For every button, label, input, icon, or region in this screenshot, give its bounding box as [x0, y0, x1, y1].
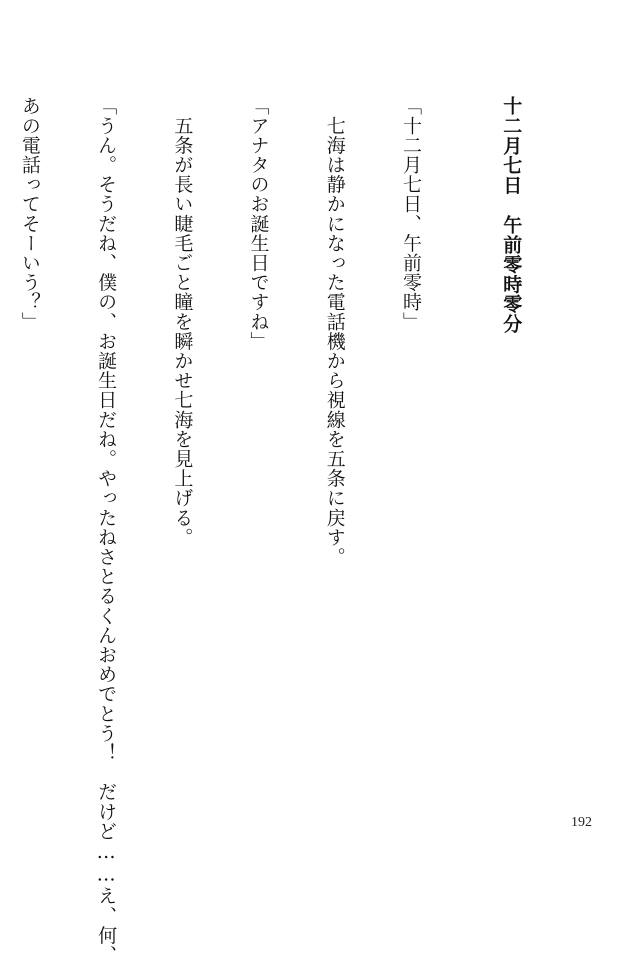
text-line: 五条が長い睫毛ごと瞳を瞬かせ七海を見上げる。 [171, 96, 194, 547]
page-number: 192 [571, 815, 592, 830]
text-line: 七海は静かになった電話機から視線を五条に戻す。 [323, 96, 346, 567]
text-line: 「アナタのお誕生日ですね」 [247, 96, 270, 351]
text-line: あの電話ってそーいう？」 [18, 96, 41, 332]
vertical-text-block [0, 96, 574, 964]
text-line: 「十二月七日、午前零時」 [399, 96, 422, 332]
text-line: 「うん。そうだね、僕の、お誕生日だね。やったねさとるくんおめでとう！ だけど……え、何、 [95, 96, 118, 964]
chapter-title: 十二月七日 午前零時零分 [500, 96, 523, 334]
